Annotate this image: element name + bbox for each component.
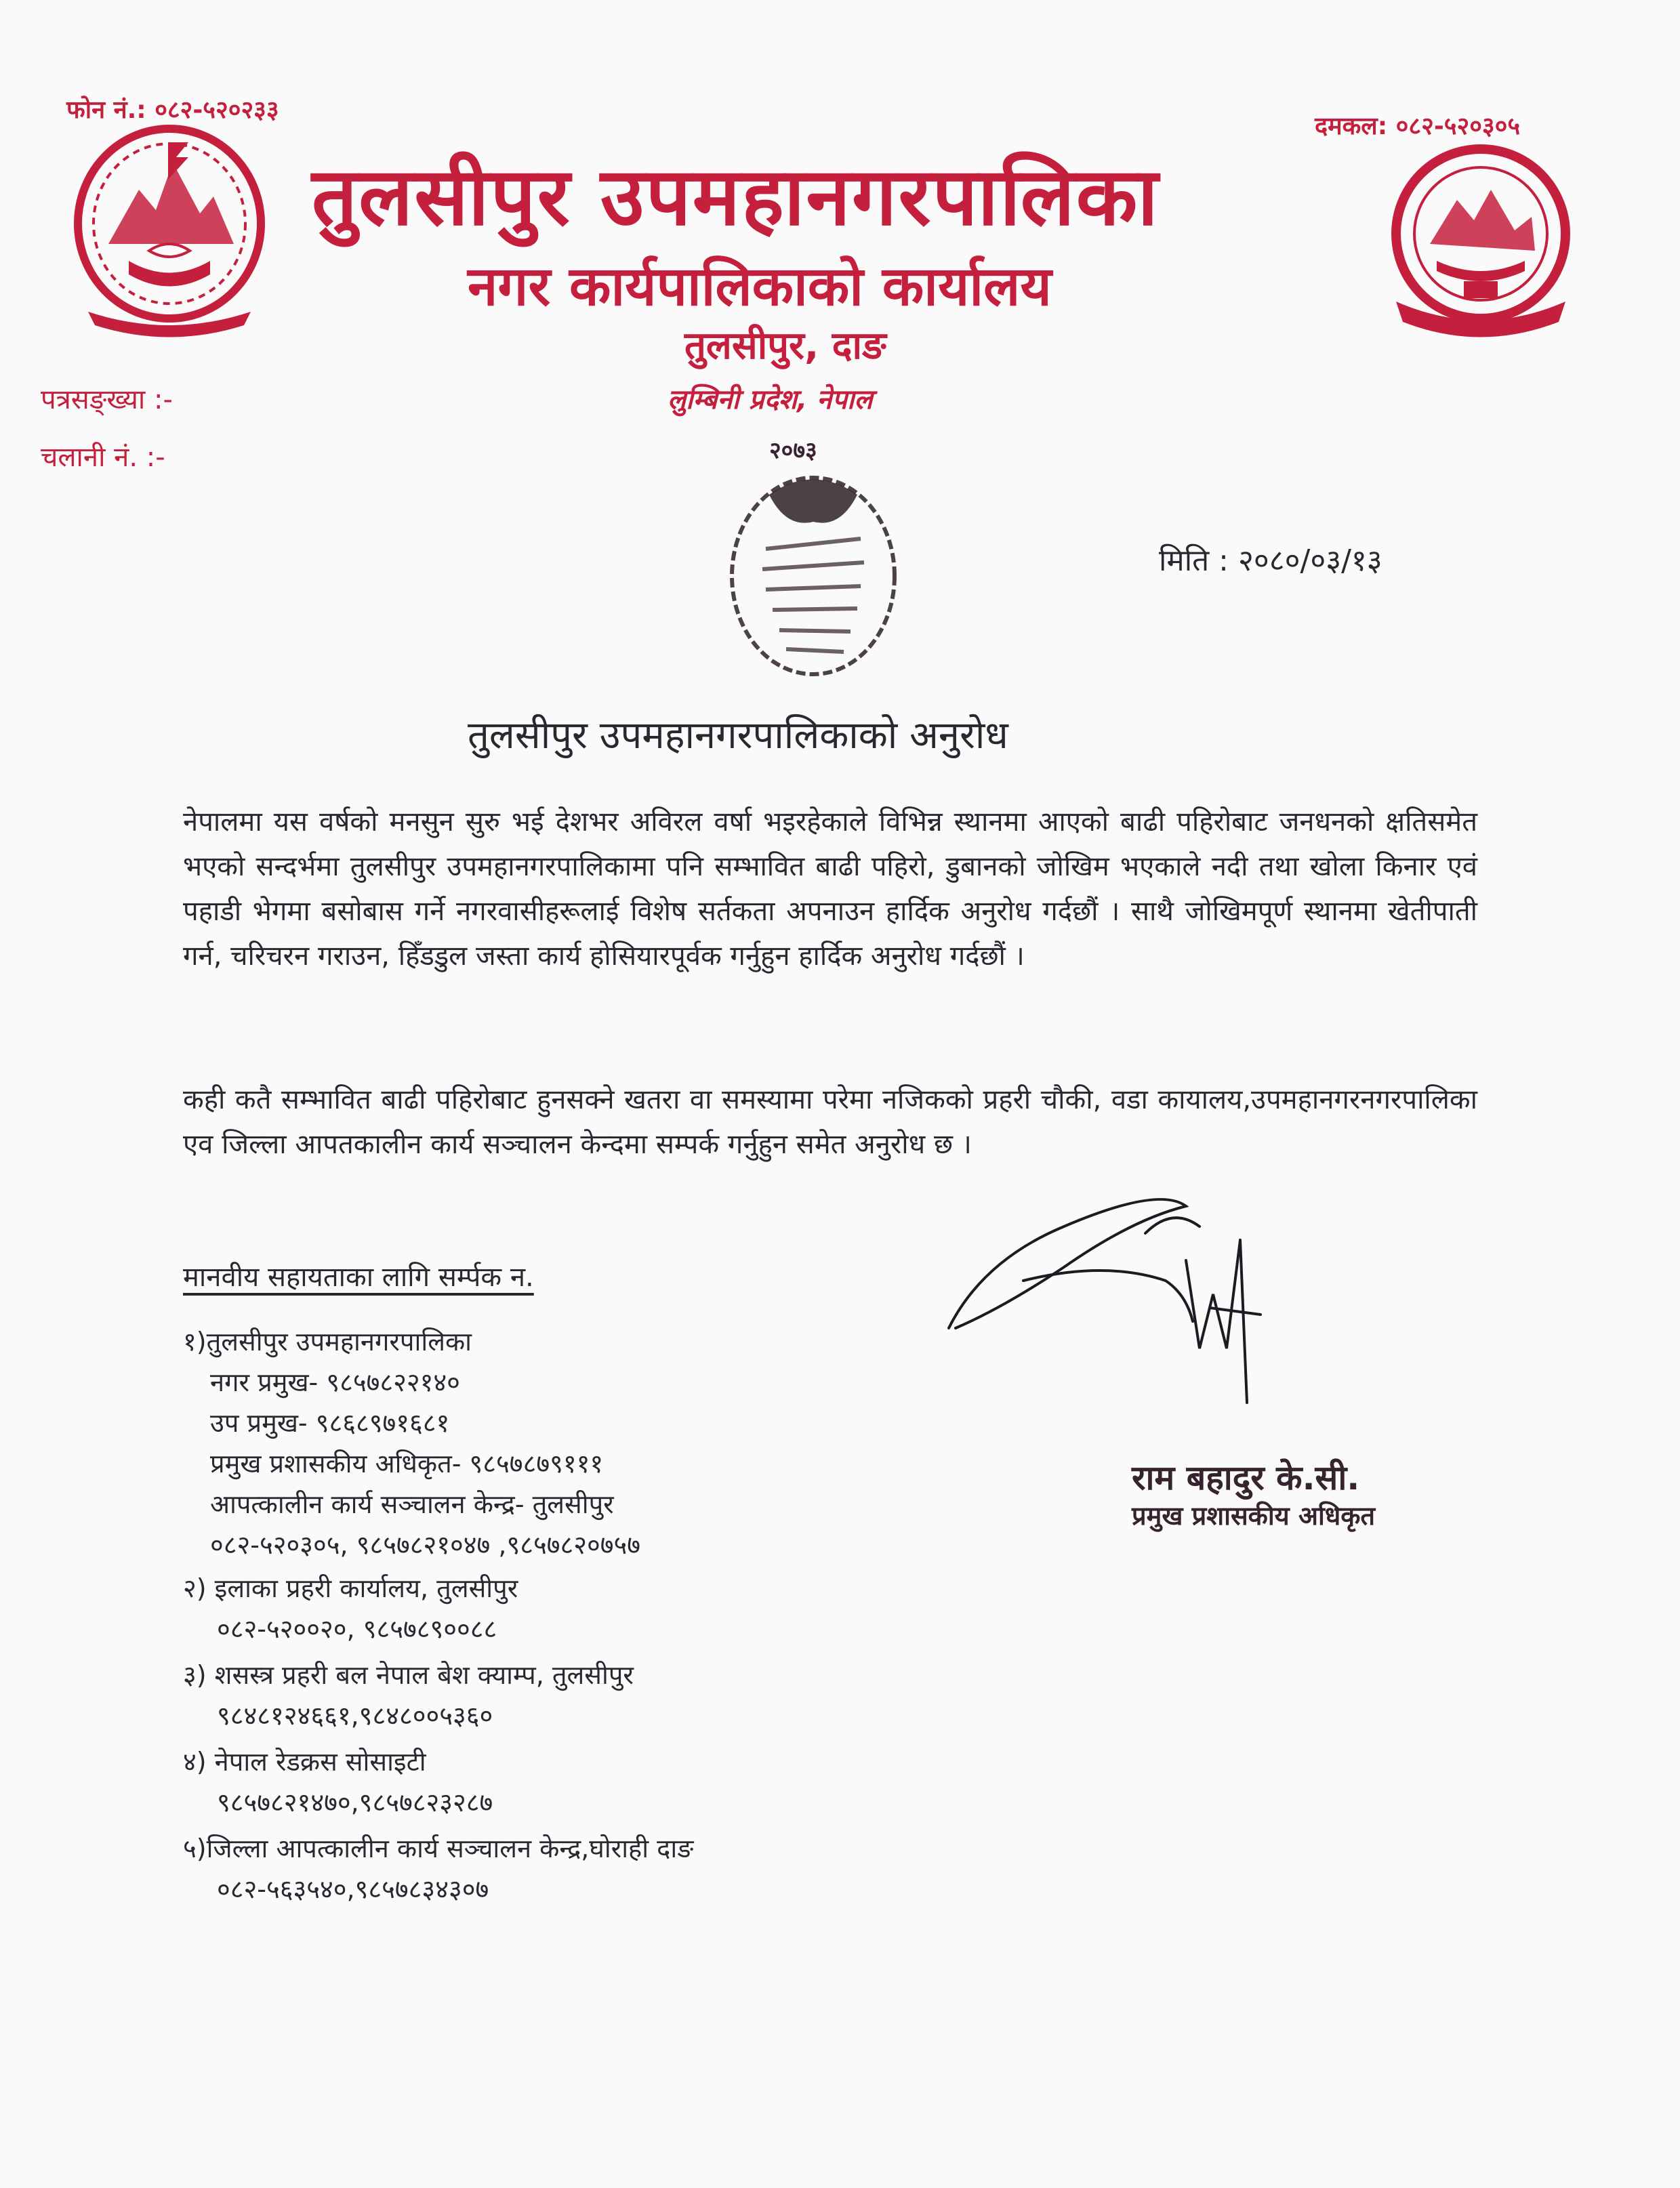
contact-title: १)तुलसीपुर उपमहानगरपालिका: [183, 1327, 472, 1357]
contact-group: [183, 1568, 996, 1649]
contact-group: [183, 1655, 996, 1736]
signatory-post: प्रमुख प्रशासकीय अधिकृत: [1132, 1501, 1376, 1531]
contacts-list: [183, 1321, 996, 1910]
body-paragraph-2: कही कतै सम्भावित बाढी पहिरोबाट हुनसक्ने खतरा वा समस्यामा परेमा नजिकको प्रहरी चौकी, वडा कायालय,उपमहानगरनगरपालिका एव जिल्ला आपतकालीन कार्य सञ्चालन केन्दमा सम्पर्क गर्नुहुन समेत अनुरोध छ ।: [183, 1084, 1477, 1160]
contact-line: ९८५७८२१४७०,९८५७८२३२८७: [217, 1788, 493, 1817]
municipality-logo: [1382, 136, 1579, 346]
nepal-emblem-logo: [61, 115, 278, 339]
contact-group: [183, 1321, 996, 1565]
contact-line: नगर प्रमुख- ९८५७८२२१४०: [210, 1367, 460, 1397]
municipality-title: तुलसीपुर उपमहानगरपालिका: [312, 150, 1160, 243]
stamp-year: २०७३: [769, 437, 817, 464]
body-paragraph-1: नेपालमा यस वर्षको मनसुन सुरु भई देशभर अविरल वर्षा भइरहेकाले विभिन्न स्थानमा आएको बाढी पहिरोबाट जनधनको क्षतिसमेत भएको सन्दर्भमा तुलसीपुर उपमहानगरपालिकामा पनि सम्भावित बाढी पहिरो, डुबानको जोखिम भएकाले नदी तथा खोला किनार एवं पहाडी भेगमा बसोबास गर्ने नगरवासीहरूलाई विशेष सर्तकता अपनाउन हार्दिक अनुरोध गर्दछौं । साथै जोखिमपूर्ण स्थानमा खेतीपाती गर्न, चरिचरन गराउन, हिँडडुल जस्ता कार्य होसियारपूर्वक गर्नुहुन हार्दिक अनुरोध गर्दछौं ।: [183, 806, 1477, 972]
dispatch-number-label: चलानी नं. :-: [41, 442, 165, 473]
contact-title: २) इलाका प्रहरी कार्यालय, तुलसीपुर: [183, 1573, 518, 1603]
contact-title: ३) शसस्त्र प्रहरी बल नेपाल बेश क्याम्प, तुलसीपुर: [183, 1660, 634, 1690]
contact-group: [183, 1741, 996, 1823]
phone-number: फोन नं.: ०८२-५२०२३३: [66, 96, 279, 124]
contact-line: ९८४८१२४६६१,९८४८००५३६०: [217, 1701, 493, 1731]
contact-line: आपत्कालीन कार्य सञ्चालन केन्द्र- तुलसीपुर: [210, 1489, 614, 1519]
letter-date: मिति : २०८०/०३/१३: [1159, 543, 1382, 578]
signatory-name: राम बहादुर के.सी.: [1132, 1458, 1360, 1498]
handwritten-signature: [942, 1179, 1322, 1409]
office-province: लुम्बिनी प्रदेश, नेपाल: [668, 384, 873, 415]
contact-title: ५)जिल्ला आपत्कालीन कार्य सञ्चालन केन्द्र,घोराही दाङ: [183, 1834, 694, 1863]
contact-group: [183, 1828, 996, 1910]
contact-line: उप प्रमुख- ९८६८९७१६८१: [210, 1408, 450, 1438]
contact-line: ०८२-५२०३०५, ९८५७८२१०४७ ,९८५७८२०७५७: [210, 1530, 641, 1560]
contact-line: ०८२-५६३५४०,९८५७८३४३०७: [217, 1874, 489, 1904]
office-place: तुलसीपुर, दाङ: [684, 324, 886, 368]
document-title: तुलसीपुर उपमहानगरपालिकाको अनुरोध: [468, 714, 1008, 758]
contact-line: प्रमुख प्रशासकीय अधिकृत- ९८५७८७९१११: [210, 1449, 604, 1479]
fire-brigade-number: दमकल: ०८२-५२०३०५: [1315, 112, 1521, 140]
contacts-heading: मानवीय सहायताका लागि सर्म्पक न.: [183, 1262, 534, 1293]
office-stamp: [705, 434, 922, 691]
contact-title: ४) नेपाल रेडक्रस सोसाइटी: [183, 1747, 426, 1777]
letter-number-label: पत्रसङ्ख्या :-: [41, 384, 173, 415]
contact-line: ०८२-५२००२०, ९८५७८९००८८: [217, 1614, 497, 1644]
office-title: नगर कार्यपालिकाको कार्यालय: [468, 255, 1052, 318]
